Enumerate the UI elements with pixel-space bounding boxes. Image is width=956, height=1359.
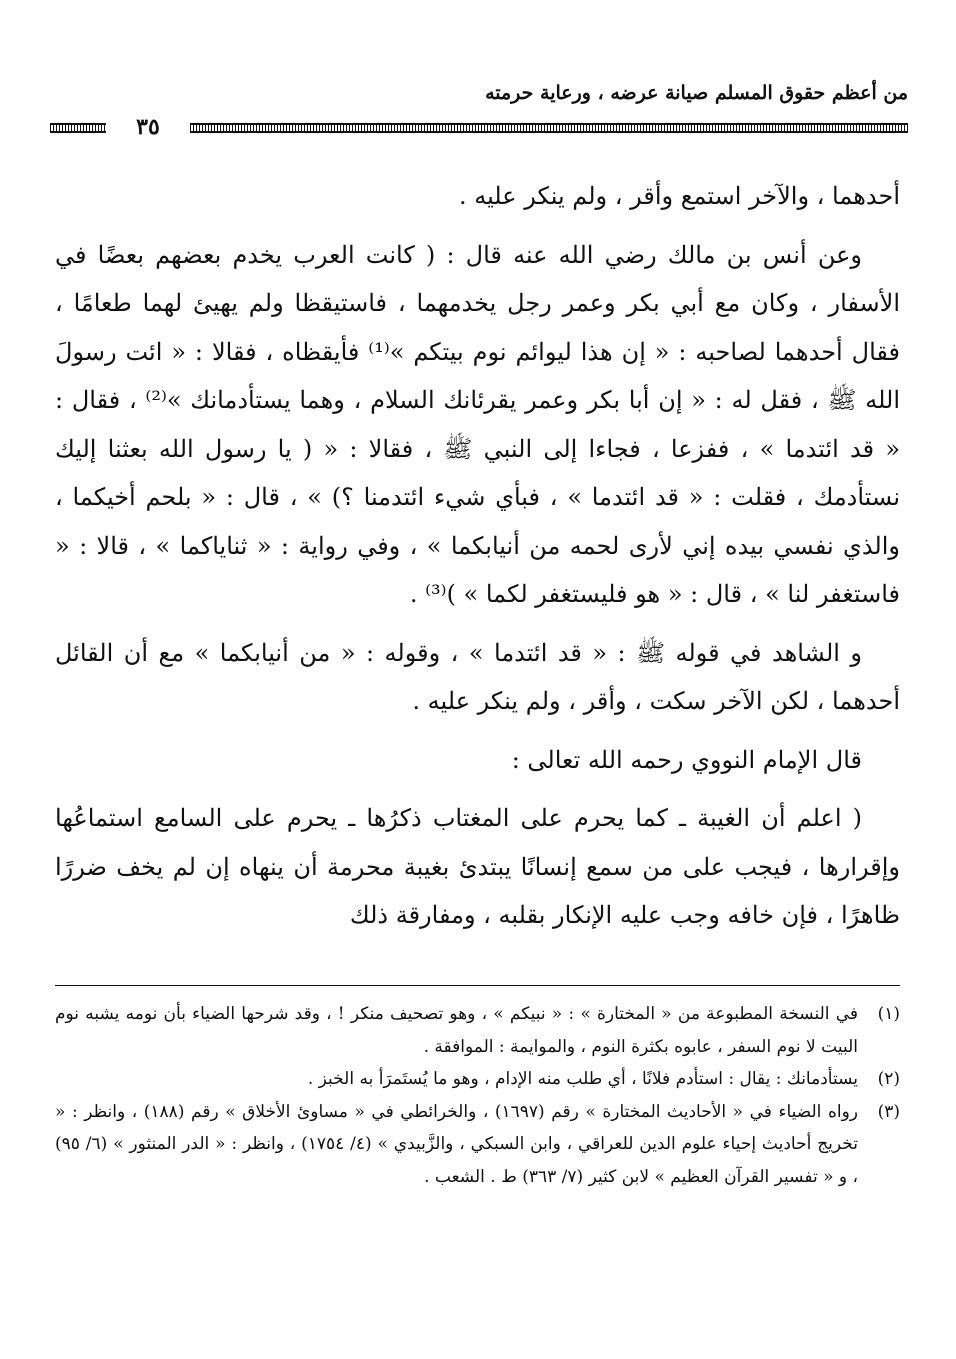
footnote-text: في النسخة المطبوعة من « المختارة » : « نبيكم » ، وهو تصحيف منكر ! ، وقد شرحها الضياء بأن نومه يشبه نوم البيت لا نوم السفر ، عابوه بكثرة النوم ، والموايمة : الموافقة . bbox=[55, 1004, 858, 1057]
running-title: من أعظم حقوق المسلم صيانة عرضه ، ورعاية حرمته bbox=[485, 82, 908, 104]
main-text bbox=[55, 172, 900, 950]
header-rule bbox=[50, 116, 908, 138]
page-number: ٣٥ bbox=[112, 116, 184, 138]
footnotes bbox=[55, 998, 900, 1193]
footnote bbox=[55, 998, 900, 1063]
paragraph: وعن أنس بن مالك رضي الله عنه قال : ( كانت العرب يخدم بعضهم بعضًا في الأسفار ، وكان مع أبي بكر وعمر رجل يخدمهما ، فاستيقظا ولم يهيئ لهما طعامًا ، فقال أحدهما لصاحبه : « إن هذا ليوائم نوم بيتكم »⁽¹⁾ فأيقظاه ، فقالا : « ائت رسولَ الله ﷺ ، فقل له : « إن أبا بكر وعمر يقرئانك السلام ، وهما يستأدمانك »⁽²⁾ ، فقال : « قد ائتدما » ، ففزعا ، فجاءا إلى النبي ﷺ ، فقالا : « ( يا رسول الله بعثنا إليك نستأدمك ، فقلت : « قد ائتدما » ، فبأي شيء ائتدمنا ؟) » ، قال : « بلحم أخيكما ، والذي نفسي بيده إني لأرى لحمه من أنيابكما » ، وفي رواية : « ثناياكما » ، قالا : « فاستغفر لنا » ، قال : « هو فليستغفر لكما » )⁽³⁾ . bbox=[55, 240, 901, 608]
header-rule-line bbox=[190, 123, 908, 133]
footnote-number: (٣) bbox=[877, 1101, 900, 1122]
footnote-divider bbox=[55, 985, 900, 986]
footnote bbox=[55, 1096, 900, 1194]
footnote-number: (٢) bbox=[877, 1069, 900, 1089]
footnote-text: يستأدمانك : يقال : استأدم فلانًا ، أي طلب منه الإدام ، وهو ما يُستَمرَأ به الخبز . bbox=[307, 1069, 858, 1089]
paragraph: قال الإمام النووي رحمه الله تعالى : bbox=[511, 745, 862, 774]
header-rule-line-short bbox=[50, 123, 106, 133]
paragraph: ( اعلم أن الغيبة ـ كما يحرم على المغتاب ذكرُها ـ يحرم على السامع استماعُها وإقرارها ، فيجب على من سمع إنسانًا يبتدئ بغيبة محرمة أن ينهاه إن لم يخف ضررًا ظاهرًا ، فإن خافه وجب عليه الإنكار بقلبه ، ومفارقة ذلك bbox=[55, 804, 900, 929]
footnote-number: (١) bbox=[877, 1004, 900, 1024]
paragraph: و الشاهد في قوله ﷺ : « قد ائتدما » ، وقوله : « من أنيابكما » مع أن القائل أحدهما ، لكن الآخر سكت ، وأقر ، ولم ينكر عليه . bbox=[55, 638, 900, 715]
paragraph: أحدهما ، والآخر استمع وأقر ، ولم ينكر عليه . bbox=[458, 182, 900, 210]
footnote-text: رواه الضياء في « الأحاديث المختارة » رقم (١٦٩٧) ، والخرائطي في « مساوئ الأخلاق » رقم (١٨٨) ، وانظر : « تخريج أحاديث إحياء علوم الدين للعراقي ، وابن السبكي ، والزَّبيدي » (٤/ ١٧٥٤) ، وانظر : « الدر المنثور » (٦/ ٩٥) ، و « تفسير القرآن العظيم » لابن كثير (٧/ ٣٦٣) ط . الشعب . bbox=[55, 1101, 858, 1187]
footnote bbox=[55, 1063, 900, 1096]
